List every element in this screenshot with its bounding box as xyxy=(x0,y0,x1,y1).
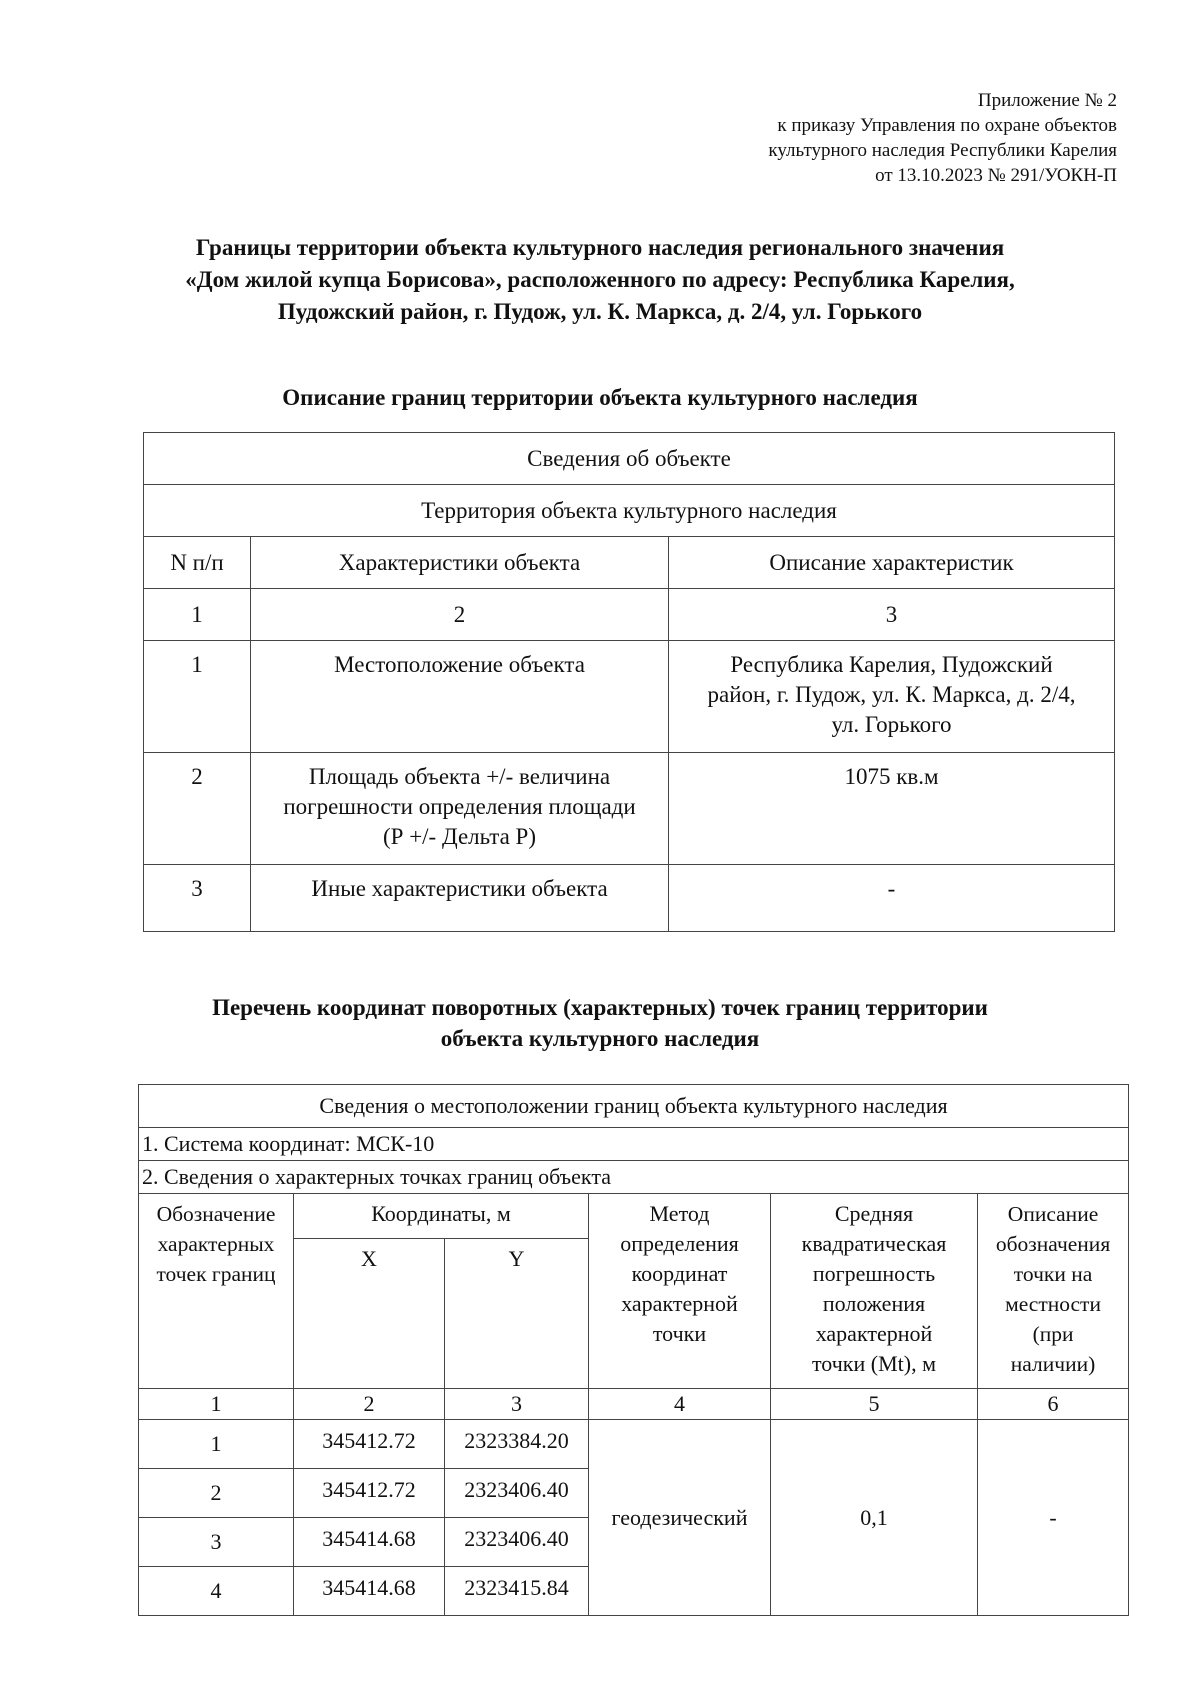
description-cell xyxy=(669,753,1115,865)
header-line: точки (Mt), м xyxy=(811,1351,937,1376)
column-number: 5 xyxy=(771,1389,978,1420)
title-line: Пудожский район, г. Пудож, ул. К. Маркса, д. 2/4, ул. Горького xyxy=(277,299,923,324)
column-header: Характеристики объекта xyxy=(251,537,669,589)
section-title-line: Перечень координат поворотных (характерных) точек границ территории xyxy=(212,995,988,1020)
row-number: 1 xyxy=(144,641,251,753)
header-line: точек границ xyxy=(156,1262,276,1286)
appendix-header xyxy=(597,88,1117,188)
column-number: 3 xyxy=(445,1389,589,1420)
description-value: - xyxy=(978,1420,1129,1616)
section-title-line: объекта культурного наследия xyxy=(440,1026,760,1051)
header-line: определения xyxy=(620,1231,739,1256)
title-line: «Дом жилой купца Борисова», расположенного по адресу: Республика Карелия, xyxy=(185,267,1015,292)
header-line: Метод xyxy=(649,1201,710,1226)
header-line: Обозначение xyxy=(156,1202,276,1226)
column-number: 4 xyxy=(589,1389,771,1420)
column-number: 6 xyxy=(978,1389,1129,1420)
table-row xyxy=(144,865,1115,932)
header-line: местности xyxy=(1005,1292,1101,1316)
x-header: X xyxy=(294,1239,445,1389)
description-cell xyxy=(669,641,1115,753)
column-header: Описание характеристик xyxy=(669,537,1115,589)
cell-line: - xyxy=(887,876,896,901)
point-y: 2323415.84 xyxy=(445,1567,589,1616)
table-row xyxy=(144,641,1115,753)
header-line: наличии) xyxy=(1010,1352,1096,1376)
cell-line: 1075 кв.м xyxy=(844,764,939,789)
header-line: координат xyxy=(631,1261,728,1286)
header-line: обозначения xyxy=(995,1232,1111,1256)
method-value: геодезический xyxy=(589,1420,771,1616)
point-y: 2323384.20 xyxy=(445,1420,589,1469)
header-line: точки на xyxy=(1013,1262,1093,1286)
point-number: 3 xyxy=(139,1518,294,1567)
error-header xyxy=(771,1194,978,1389)
designation-header xyxy=(139,1194,294,1389)
cell-line: Иные характеристики объекта xyxy=(311,876,608,901)
header-line: характерных xyxy=(157,1232,275,1256)
cell-line: район, г. Пудож, ул. К. Маркса, д. 2/4, xyxy=(707,682,1076,707)
column-number: 1 xyxy=(139,1389,294,1420)
column-number: 3 xyxy=(669,589,1115,641)
point-x: 345412.72 xyxy=(294,1420,445,1469)
header-line: квадратическая xyxy=(801,1231,947,1256)
point-y: 2323406.40 xyxy=(445,1469,589,1518)
table-row xyxy=(144,753,1115,865)
row-number: 2 xyxy=(144,753,251,865)
cell-line: Республика Карелия, Пудожский xyxy=(730,652,1053,677)
error-value: 0,1 xyxy=(771,1420,978,1616)
coordinates-table xyxy=(138,1084,1129,1616)
cell-line: погрешности определения площади xyxy=(283,794,636,819)
coordinates-header: Координаты, м xyxy=(294,1194,589,1239)
points-caption: 2. Сведения о характерных точках границ объекта xyxy=(139,1161,1129,1194)
section-title-coordinates xyxy=(100,992,1100,1054)
method-header xyxy=(589,1194,771,1389)
point-number: 1 xyxy=(139,1420,294,1469)
point-x: 345412.72 xyxy=(294,1469,445,1518)
column-number: 1 xyxy=(144,589,251,641)
header-line: погрешность xyxy=(812,1261,936,1286)
cell-line: Площадь объекта +/- величина xyxy=(308,764,611,789)
table-row xyxy=(139,1420,1129,1469)
table-caption: Сведения об объекте xyxy=(144,433,1115,485)
appendix-line: Приложение № 2 xyxy=(977,90,1117,111)
table-caption: Сведения о местоположении границ объекта культурного наследия xyxy=(139,1085,1129,1128)
header-line: положения xyxy=(822,1291,926,1316)
section-title-boundaries xyxy=(100,382,1100,413)
coordinate-system: 1. Система координат: МСК-10 xyxy=(139,1128,1129,1161)
y-header: Y xyxy=(445,1239,589,1389)
header-line: характерной xyxy=(815,1321,933,1346)
section-title-line: Описание границ территории объекта культурного наследия xyxy=(282,385,918,410)
appendix-line: к приказу Управления по охране объектов xyxy=(777,115,1117,136)
description-cell xyxy=(669,865,1115,932)
header-line: характерной xyxy=(621,1291,738,1316)
characteristic-cell xyxy=(251,641,669,753)
object-info-table xyxy=(143,432,1115,932)
point-x: 345414.68 xyxy=(294,1567,445,1616)
characteristic-cell xyxy=(251,865,669,932)
column-number: 2 xyxy=(251,589,669,641)
table-subcaption: Территория объекта культурного наследия xyxy=(144,485,1115,537)
characteristic-cell xyxy=(251,753,669,865)
cell-line: ул. Горького xyxy=(831,712,952,737)
appendix-line: культурного наследия Республики Карелия xyxy=(768,140,1117,161)
cell-line: (Р +/- Дельта Р) xyxy=(383,824,536,849)
point-y: 2323406.40 xyxy=(445,1518,589,1567)
column-number: 2 xyxy=(294,1389,445,1420)
header-line: Средняя xyxy=(834,1201,914,1226)
description-header xyxy=(978,1194,1129,1389)
appendix-line: от 13.10.2023 № 291/УОКН-П xyxy=(875,165,1117,186)
header-line: точки xyxy=(652,1321,707,1346)
title-line: Границы территории объекта культурного наследия регионального значения xyxy=(195,235,1005,260)
row-number: 3 xyxy=(144,865,251,932)
header-line: (при xyxy=(1032,1322,1074,1346)
cell-line: Местоположение объекта xyxy=(334,652,585,677)
point-number: 2 xyxy=(139,1469,294,1518)
point-x: 345414.68 xyxy=(294,1518,445,1567)
header-line: Описание xyxy=(1007,1202,1099,1226)
document-title xyxy=(100,232,1100,328)
point-number: 4 xyxy=(139,1567,294,1616)
column-header: N п/п xyxy=(144,537,251,589)
